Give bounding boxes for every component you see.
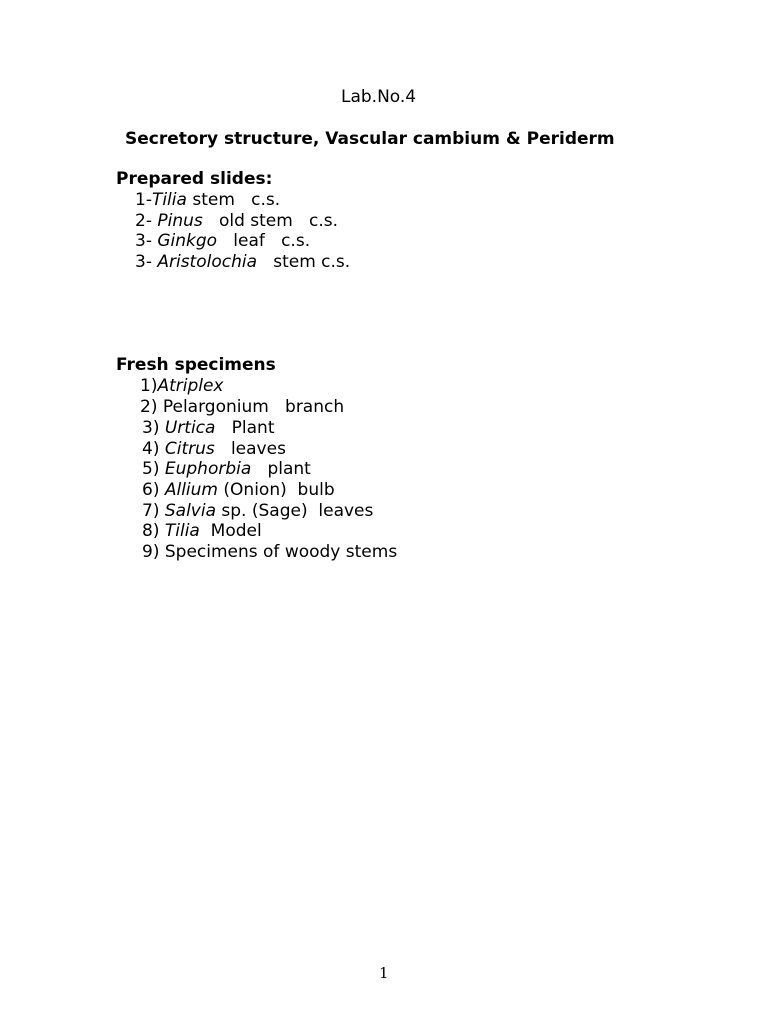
list-item: [135, 211, 338, 232]
item-number: 4): [142, 439, 165, 459]
item-description: (Onion) bulb: [218, 480, 335, 500]
list-item: [142, 521, 262, 542]
list-item: [135, 252, 350, 273]
species-name: Aristolochia: [157, 252, 258, 272]
species-name: Tilia: [151, 190, 187, 210]
item-number: 8): [142, 521, 165, 541]
list-item: [135, 190, 280, 211]
item-number: 2-: [135, 211, 158, 231]
item-description: Specimens of woody stems: [164, 542, 398, 562]
item-number: 2): [140, 397, 163, 417]
species-name: Citrus: [164, 439, 215, 459]
list-item: [135, 231, 310, 252]
list-item: [142, 480, 335, 501]
item-number: 6): [142, 480, 165, 500]
list-item: [142, 501, 373, 522]
species-name: Tilia: [164, 521, 200, 541]
item-description: leaf c.s.: [217, 231, 311, 251]
species-name: Urtica: [164, 418, 216, 438]
item-description: old stem c.s.: [202, 211, 339, 231]
list-item: [142, 439, 286, 460]
item-number: 1): [140, 376, 158, 396]
species-name: Allium: [164, 480, 218, 500]
item-number: 1-: [135, 190, 152, 210]
prepared-slides-heading: Prepared slides:: [116, 169, 273, 189]
item-description: Pelargonium branch: [162, 397, 345, 417]
species-name: Salvia: [164, 501, 216, 521]
list-item: [140, 397, 344, 418]
document-title: Secretory structure, Vascular cambium & Periderm: [125, 129, 615, 149]
species-name: Atriplex: [157, 376, 224, 396]
item-description: stem c.s.: [186, 190, 281, 210]
species-name: Ginkgo: [157, 231, 218, 251]
item-number: 3-: [135, 252, 158, 272]
list-item: [140, 376, 224, 397]
species-name: Euphorbia: [164, 459, 252, 479]
item-number: 3): [142, 418, 165, 438]
item-description: Model: [199, 521, 262, 541]
list-item: [142, 459, 311, 480]
list-item: [142, 418, 275, 439]
item-description: Plant: [215, 418, 275, 438]
item-number: 3-: [135, 231, 158, 251]
item-description: leaves: [214, 439, 286, 459]
fresh-specimens-heading: Fresh specimens: [116, 355, 276, 375]
list-item: [142, 542, 397, 563]
item-description: stem c.s.: [257, 252, 351, 272]
lab-number: Lab.No.4: [341, 87, 417, 107]
item-number: 7): [142, 501, 165, 521]
species-name: Pinus: [157, 211, 203, 231]
item-description: sp. (Sage) leaves: [216, 501, 374, 521]
item-number: 9): [142, 542, 165, 562]
page-number: 1: [379, 964, 389, 982]
item-number: 5): [142, 459, 165, 479]
item-description: plant: [251, 459, 311, 479]
